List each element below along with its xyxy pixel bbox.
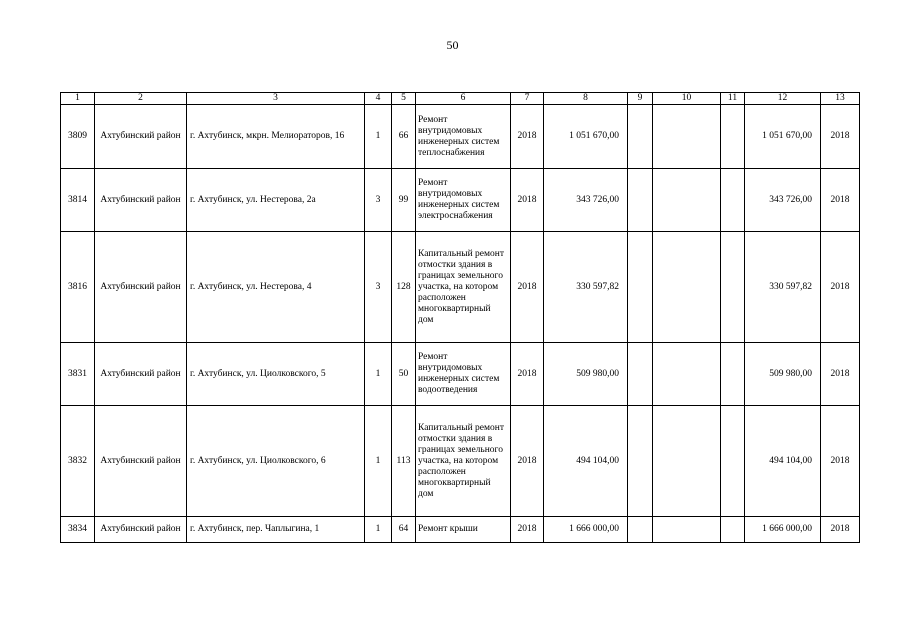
cell-total-cost: 330 597,82 [544, 232, 628, 343]
cell-address: г. Ахтубинск, ул. Циолковского, 5 [187, 343, 365, 406]
cell-col4: 1 [365, 406, 392, 517]
header-cell: 5 [392, 93, 416, 105]
cell-col10 [653, 169, 721, 232]
header-cell: 1 [61, 93, 95, 105]
header-cell: 10 [653, 93, 721, 105]
cell-work-type: Ремонт крыши [416, 517, 511, 543]
cell-address: г. Ахтубинск, ул. Нестерова, 4 [187, 232, 365, 343]
cell-address: г. Ахтубинск, ул. Циолковского, 6 [187, 406, 365, 517]
cell-col12-cost: 509 980,00 [745, 343, 821, 406]
cell-col4: 1 [365, 343, 392, 406]
cell-col9 [628, 169, 653, 232]
cell-col10 [653, 232, 721, 343]
cell-col4: 1 [365, 105, 392, 169]
cell-id: 3809 [61, 105, 95, 169]
cell-col12-cost: 343 726,00 [745, 169, 821, 232]
cell-col11 [721, 406, 745, 517]
cell-col10 [653, 105, 721, 169]
cell-work-type: Капитальный ремонт отмостки здания в границах земельного участка, на котором расположен многоквартирный дом [416, 232, 511, 343]
cell-col10 [653, 406, 721, 517]
cell-col9 [628, 517, 653, 543]
cell-id: 3816 [61, 232, 95, 343]
cell-col13-year: 2018 [821, 105, 860, 169]
header-cell: 4 [365, 93, 392, 105]
cell-col5: 113 [392, 406, 416, 517]
header-cell: 6 [416, 93, 511, 105]
cell-total-cost: 1 666 000,00 [544, 517, 628, 543]
cell-col9 [628, 105, 653, 169]
cell-year: 2018 [511, 169, 544, 232]
cell-col11 [721, 105, 745, 169]
cell-district: Ахтубинский район [95, 517, 187, 543]
cell-address: г. Ахтубинск, мкрн. Мелиораторов, 16 [187, 105, 365, 169]
cell-col9 [628, 406, 653, 517]
header-cell: 3 [187, 93, 365, 105]
cell-col13-year: 2018 [821, 406, 860, 517]
cell-col5: 99 [392, 169, 416, 232]
cell-total-cost: 343 726,00 [544, 169, 628, 232]
header-cell: 2 [95, 93, 187, 105]
cell-col11 [721, 169, 745, 232]
cell-col9 [628, 343, 653, 406]
cell-col11 [721, 232, 745, 343]
table-row [61, 406, 860, 517]
cell-col10 [653, 517, 721, 543]
cell-col4: 3 [365, 169, 392, 232]
cell-district: Ахтубинский район [95, 232, 187, 343]
table-row [61, 343, 860, 406]
cell-year: 2018 [511, 232, 544, 343]
cell-total-cost: 494 104,00 [544, 406, 628, 517]
cell-col10 [653, 343, 721, 406]
cell-district: Ахтубинский район [95, 105, 187, 169]
cell-total-cost: 1 051 670,00 [544, 105, 628, 169]
cell-district: Ахтубинский район [95, 406, 187, 517]
header-cell: 13 [821, 93, 860, 105]
cell-district: Ахтубинский район [95, 343, 187, 406]
cell-work-type: Ремонт внутридомовых инженерных систем водоотведения [416, 343, 511, 406]
cell-year: 2018 [511, 343, 544, 406]
cell-id: 3832 [61, 406, 95, 517]
cell-id: 3814 [61, 169, 95, 232]
cell-col5: 50 [392, 343, 416, 406]
cell-col11 [721, 343, 745, 406]
cell-col12-cost: 1 666 000,00 [745, 517, 821, 543]
cell-address: г. Ахтубинск, пер. Чаплыгина, 1 [187, 517, 365, 543]
cell-total-cost: 509 980,00 [544, 343, 628, 406]
cell-col12-cost: 330 597,82 [745, 232, 821, 343]
cell-col12-cost: 494 104,00 [745, 406, 821, 517]
header-cell: 12 [745, 93, 821, 105]
page-number: 50 [446, 38, 459, 52]
cell-id: 3831 [61, 343, 95, 406]
header-cell: 7 [511, 93, 544, 105]
cell-col11 [721, 517, 745, 543]
header-cell: 8 [544, 93, 628, 105]
cell-address: г. Ахтубинск, ул. Нестерова, 2а [187, 169, 365, 232]
cell-year: 2018 [511, 105, 544, 169]
cell-work-type: Ремонт внутридомовых инженерных систем электроснабжения [416, 169, 511, 232]
header-cell: 11 [721, 93, 745, 105]
cell-col5: 64 [392, 517, 416, 543]
cell-col13-year: 2018 [821, 343, 860, 406]
cell-col9 [628, 232, 653, 343]
cell-district: Ахтубинский район [95, 169, 187, 232]
header-row [61, 93, 860, 105]
cell-col12-cost: 1 051 670,00 [745, 105, 821, 169]
cell-col5: 66 [392, 105, 416, 169]
cell-year: 2018 [511, 517, 544, 543]
cell-col13-year: 2018 [821, 232, 860, 343]
table-row [61, 232, 860, 343]
header-cell: 9 [628, 93, 653, 105]
cell-col5: 128 [392, 232, 416, 343]
cell-work-type: Ремонт внутридомовых инженерных систем теплоснабжения [416, 105, 511, 169]
cell-year: 2018 [511, 406, 544, 517]
cell-col13-year: 2018 [821, 169, 860, 232]
cell-col13-year: 2018 [821, 517, 860, 543]
cell-col4: 3 [365, 232, 392, 343]
table-row [61, 517, 860, 543]
cell-work-type: Капитальный ремонт отмостки здания в границах земельного участка, на котором расположен многоквартирный дом [416, 406, 511, 517]
cell-id: 3834 [61, 517, 95, 543]
capital-repair-table [60, 92, 860, 543]
table-row [61, 169, 860, 232]
cell-col4: 1 [365, 517, 392, 543]
table-row [61, 105, 860, 169]
